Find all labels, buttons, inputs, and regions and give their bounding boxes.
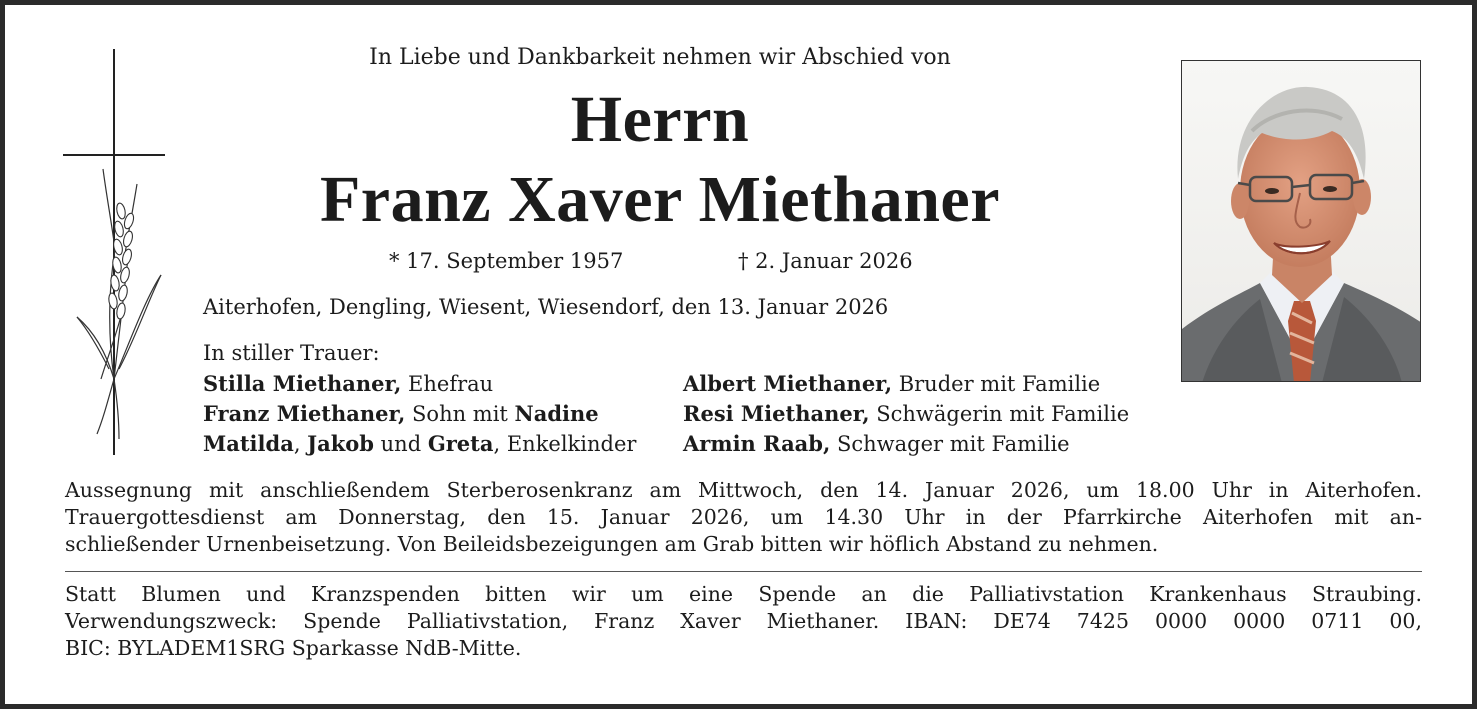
birth-date: * 17. September 1957: [389, 249, 624, 273]
mourner-entry: [203, 431, 636, 456]
mourner-name: Jakob: [307, 431, 374, 456]
service-paragraph: [65, 477, 1422, 558]
service-line: Trauergottesdienst am Donnerstag, den 15. Januar 2026, um 14.30 Uhr in der Pfarrkirche Aiterhofen mit an-: [65, 505, 1422, 529]
intro-line: In Liebe und Dankbarkeit nehmen wir Abschied von: [369, 45, 951, 70]
mourner-name: Matilda: [203, 431, 294, 456]
mourner-relation: Schwägerin mit Familie: [869, 402, 1130, 426]
mourner-entry: [203, 371, 493, 396]
mourner-entry: [683, 401, 1129, 426]
mourner-name: Franz Miethaner,: [203, 401, 406, 426]
portrait-photo: [1181, 60, 1421, 382]
mourner-relation: Schwager mit Familie: [830, 432, 1070, 456]
salutation-title: Herrn: [570, 83, 750, 156]
service-line: schließender Urnenbeisetzung. Von Beileidsbezeigungen am Grab bitten wir höflich Abstand zu nehmen.: [65, 532, 1159, 556]
portrait-photo-icon: [1182, 61, 1421, 382]
donation-paragraph: [65, 581, 1422, 662]
mourner-entry: [683, 431, 1070, 456]
mourner-relation: Sohn mit: [405, 402, 515, 426]
section-divider: [65, 571, 1422, 572]
mourner-entry: [683, 371, 1100, 396]
mourner-relation: und: [373, 432, 428, 456]
donation-line: BIC: BYLADEM1SRG Sparkasse NdB-Mitte.: [65, 636, 522, 660]
mourner-relation: , Enkelkinder: [493, 432, 637, 456]
mourner-relation: ,: [293, 432, 308, 456]
donation-line: Statt Blumen und Kranzspenden bitten wir um eine Spende an die Palliativstation Krankenhaus Straubing.: [65, 582, 1422, 606]
mourning-label: In stiller Trauer:: [203, 341, 380, 365]
mourner-name: Resi Miethaner,: [683, 401, 870, 426]
mourner-name: Albert Miethaner,: [683, 371, 893, 396]
mourner-relation: Ehefrau: [401, 372, 494, 396]
service-line: Aussegnung mit anschließendem Sterberosenkranz am Mittwoch, den 14. Januar 2026, um 18.00 Uhr in Aiterhofen.: [65, 478, 1422, 502]
death-date: † 2. Januar 2026: [738, 249, 913, 273]
mourner-name: Greta: [427, 431, 494, 456]
place-and-date: Aiterhofen, Dengling, Wiesent, Wiesendorf, den 13. Januar 2026: [203, 295, 889, 319]
mourner-name: Nadine: [514, 401, 599, 426]
donation-line: Verwendungszweck: Spende Palliativstation, Franz Xaver Miethaner. IBAN: DE74 7425 0000 0000 0711 00,: [65, 609, 1422, 633]
mourner-relation: Bruder mit Familie: [892, 372, 1101, 396]
mourner-name: Stilla Miethaner,: [203, 371, 402, 396]
deceased-name: Franz Xaver Miethaner: [319, 163, 1001, 236]
mourner-name: Armin Raab,: [683, 431, 831, 456]
mourner-entry: [203, 401, 599, 426]
